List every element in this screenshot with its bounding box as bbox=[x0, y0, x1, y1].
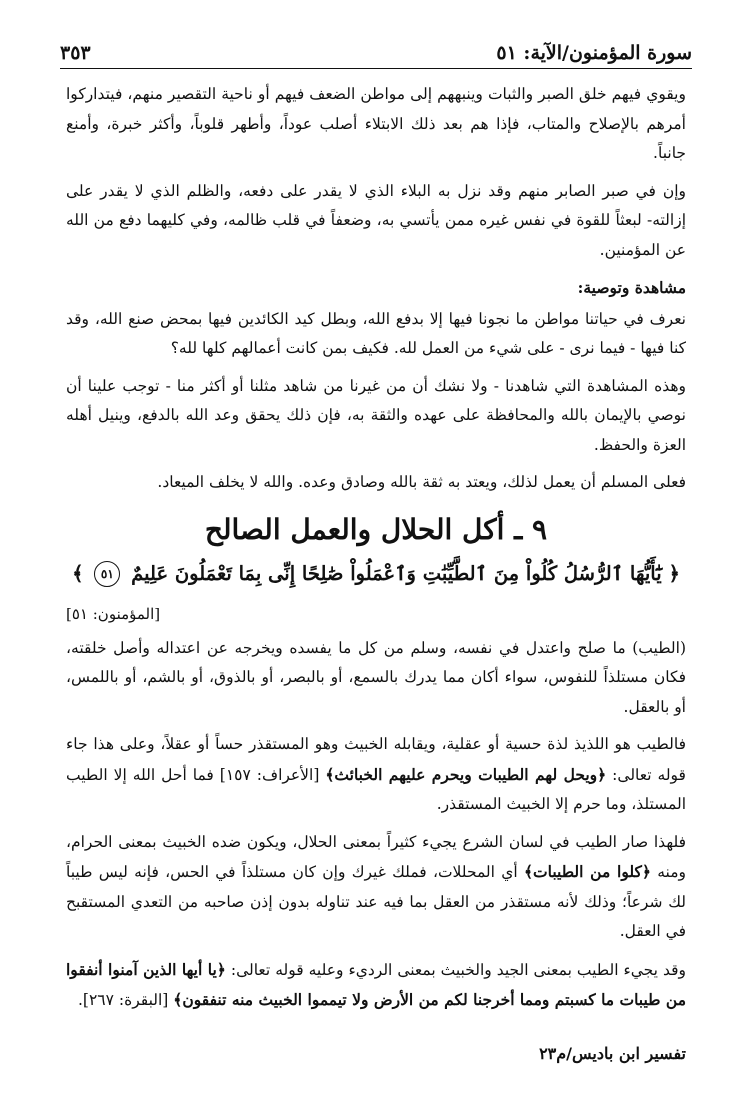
paragraph-5: فعلى المسلم أن يعمل لذلك، ويعتد به ثقة بالله وصادق وعده. والله لا يخلف الميعاد. bbox=[157, 473, 686, 491]
paragraph-9 bbox=[66, 955, 686, 1016]
paragraph-6: (الطيب) ما صلح واعتدل في نفسه، وسلم من كل ما يفسده ويخرجه عن اعتداله وأصل خلقته، فكان مستلذاً للنفوس، سواء أكان مما يدرك بالسمع، أو بالبصر، أو بالذوق، أو بالشم، أو باللمس، أو بالعقل. bbox=[66, 638, 686, 716]
paragraph-8-text-a: فلهذا صار الطيب في لسان الشرع يجيء كثيراً بمعنى الحلال، ويكون ضده الخبيث بمعنى الحرام، ومنه bbox=[66, 832, 686, 881]
section-title: ٩ ـ أكل الحلال والعمل الصالح bbox=[204, 512, 548, 546]
paragraph-7-text-b: [الأعراف: ١٥٧] فما أحل الله إلا الطيب المستلذ، وما حرم إلا الخبيث المستقذر. bbox=[66, 765, 686, 813]
subheading: مشاهدة وتوصية: bbox=[577, 278, 686, 297]
paragraph-7 bbox=[66, 730, 686, 820]
verse-number-medallion: ٥١ bbox=[94, 561, 120, 587]
paragraph-9-quote: ﴿يا أيها الذين آمنوا أنفقوا من طيبات ما كسبتم ومما أخرجنا لكم من الأرض ولا تيمموا الخبيث منه تنفقون﴾ bbox=[66, 959, 686, 1009]
paragraph-7-text-a: فالطيب هو اللذيذ لذة حسية أو عقلية، ويقابله الخبيث وهو المستقذر حساً أو عقلاً، وعلى هذا جاء قوله تعالى: bbox=[66, 735, 686, 784]
paragraph-8-text-b: أي المحللات، فملك غيرك وإن كان مستلذاً في الحس، فإنه ليس طيباً لك شرعاً؛ وذلك لأنه مستقذر من العقل بما فيه عند تناوله بدون إذن صاحبه من التعدي المستقبح في العقل. bbox=[66, 863, 686, 940]
paragraph-2: وإن في صبر الصابر منهم وقد نزل به البلاء الذي لا يقدر على دفعه، والظلم الذي لا يقدر على إزالته- لبعثاً للقوة في نفس غيره ممن يأتسي به، وضعفاً في قلب ظالمه، وفي كليهما دفع من الله عن المؤمنين. bbox=[66, 181, 686, 259]
paragraph-7-quote: ﴿ويحل لهم الطيبات ويحرم عليهم الخبائث﴾ bbox=[325, 764, 607, 784]
footer-text: تفسير ابن باديس/م٢٣ bbox=[539, 1044, 686, 1063]
paragraph-9-text-b: [البقرة: ٢٦٧]. bbox=[77, 991, 174, 1009]
verse-text: يَٰٓأَيُّهَا ٱلرُّسُلُ كُلُواْ مِنَ ٱلطَّيِّبَٰتِ وَٱعْمَلُواْ صَٰلِحًا إِنِّى بِمَا تَعْمَلُونَ عَلِيمٌ bbox=[131, 561, 662, 585]
footer-signature bbox=[66, 1044, 686, 1063]
header-rule bbox=[60, 68, 692, 69]
verse-open-bracket: ﴿ bbox=[668, 561, 680, 585]
paragraph-1: ويقوي فيهم خلق الصبر والثبات وينبههم إلى مواطن الضعف فيهم أو ناحية التقصير منهم، فيتداركوا أمرهم بالإصلاح والمتاب، فإذا هم بعد ذلك الابتلاء أصلب عوداً، وأطهر قلوباً، وأكثر خبرة، وأمنع جانباً. bbox=[66, 85, 686, 162]
paragraph-8-quote: ﴿كلوا من الطيبات﴾ bbox=[523, 862, 651, 881]
page-content bbox=[66, 80, 686, 1024]
verse-reference: [المؤمنون: ٥١] bbox=[66, 604, 161, 623]
paragraph-8 bbox=[66, 828, 686, 947]
running-head-title: سورة المؤمنون/الآية: ٥١ bbox=[496, 42, 692, 64]
paragraph-9-text-a: وقد يجيء الطيب بمعنى الجيد والخبيث بمعنى الرديء وعليه قوله تعالى: bbox=[225, 960, 686, 979]
paragraph-4: وهذه المشاهدة التي شاهدنا - ولا نشك أن من غيرنا من شاهد مثلنا أو أكثر منا - توجب علينا أن نوصي بالإيمان بالله والمحافظة على عهده والثقة به، فإن ذلك يحقق وعد الله بالدفع، وينيل أهله العزة والحفظ. bbox=[66, 376, 686, 454]
paragraph-3: نعرف في حياتنا مواطن ما نجونا فيها إلا بدفع الله، وبطل كيد الكائدين فيها بمحض صنع الله، وقد كنا فيها - فيما نرى - على شيء من العمل لله. فكيف بمن كانت أعمالهم كلها لله؟ bbox=[66, 309, 686, 357]
page-number: ٣٥٣ bbox=[60, 42, 91, 64]
quran-verse bbox=[66, 554, 686, 594]
verse-close-bracket: ﴾ bbox=[72, 561, 84, 585]
running-head bbox=[60, 34, 692, 64]
